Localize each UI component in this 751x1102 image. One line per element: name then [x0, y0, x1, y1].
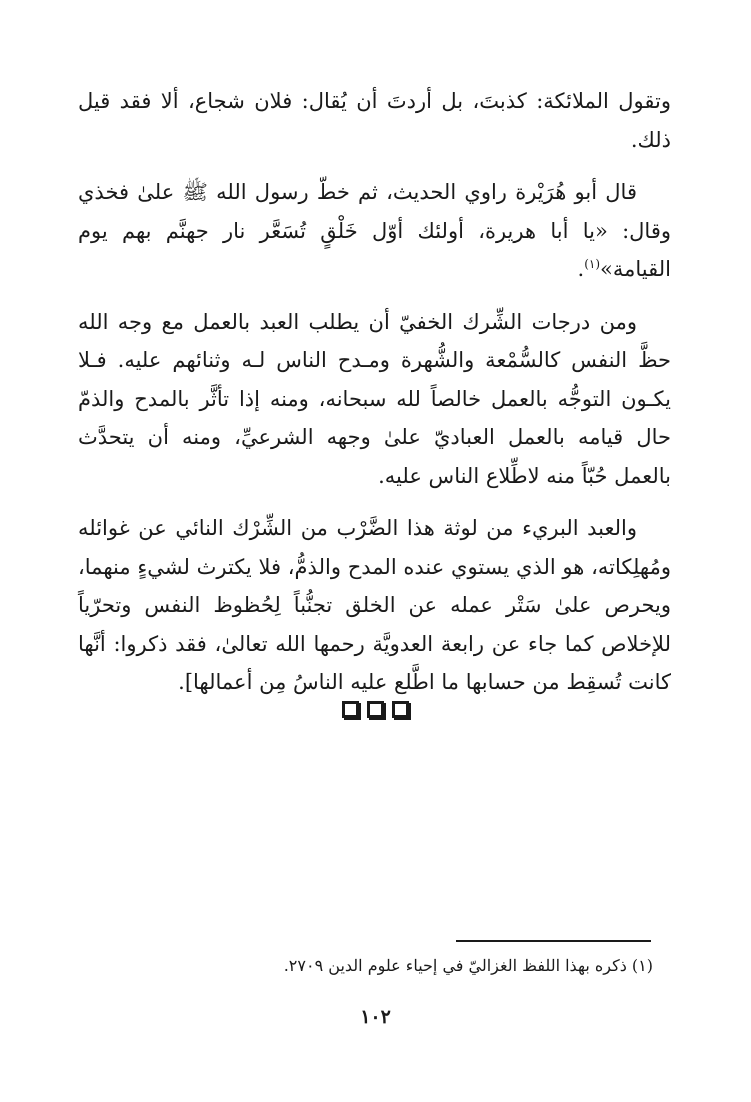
section-separator — [0, 701, 751, 718]
page-number: ١٠٢ — [360, 1006, 391, 1028]
footnote-marker[interactable]: (١) — [584, 257, 601, 271]
paragraph-sincere-servant: والعبد البريء من لوثة هذا الضَّرْب من الشِّرْك النائي عن غوائله ومُهلِكاته، هو الذي يستوي عنده المدح والذمُّ، فلا يكترث لشيءٍ منهما، ويحرص علىٰ سَتْر عمله عن الخلق تجنُّباً لِحُظوظ النفس وتحرّياً للإخلاص كما جاء عن رابعة العدويَّة رحمها الله تعالىٰ، فقد ذكروا: أنَّها كانت تُسقِط من حسابها ما اطَّلع عليه الناسُ مِن أعمالها]. — [78, 516, 671, 694]
paragraph-abu-hurayra: قال أبو هُرَيْرة راوي الحديث، ثم خطّ رسول الله ﷺ علىٰ فخذي وقال: «يا أبا هريرة، أولئك أوّل خَلْقٍ تُسَعَّر نار جهنَّم بهم يوم القيامة»$^{(١)}$. — [78, 180, 671, 281]
paragraph-hidden-shirk: ومن درجات الشِّرك الخفيّ أن يطلب العبد بالعمل مع وجه الله حظَّ النفس كالسُّمْعة والشُّهرة ومـدح الناس لـه وثنائهم عليه. فـلا يكـون التوجُّه بالعمل خالصاً لله سبحانه، ومنه إذا تأثَّر بالمدح والذمّ حال قيامه بالعمل العباديّ علىٰ وجهه الشرعيِّ، ومنه أن يتحدَّث بالعمل حُبّاً منه لاطِّلاع الناس عليه. — [78, 309, 671, 488]
separator-square-icon — [392, 701, 409, 718]
footnote-divider — [456, 940, 651, 942]
paragraph-angels-speech: وتقول الملائكة: كذبتَ، بل أردتَ أن يُقال: فلان شجاع، ألا فقد قيل ذلك. — [78, 89, 671, 152]
separator-square-icon — [342, 701, 359, 718]
paragraph-abu-hurayra-text: قال أبو هُرَيْرة راوي الحديث، ثم خطّ رسول الله ﷺ علىٰ فخذي وقال: «يا أبا هريرة، أولئك أوّل خَلْقٍ تُسَعَّر نار جهنَّم بهم يوم القيامة» — [78, 180, 671, 281]
separator-square-icon — [367, 701, 384, 718]
footnote: (١) ذكره بهذا اللفظ الغزاليّ في إحياء علوم الدين ٢٧٠٩. — [283, 956, 653, 975]
page-body — [78, 82, 671, 716]
